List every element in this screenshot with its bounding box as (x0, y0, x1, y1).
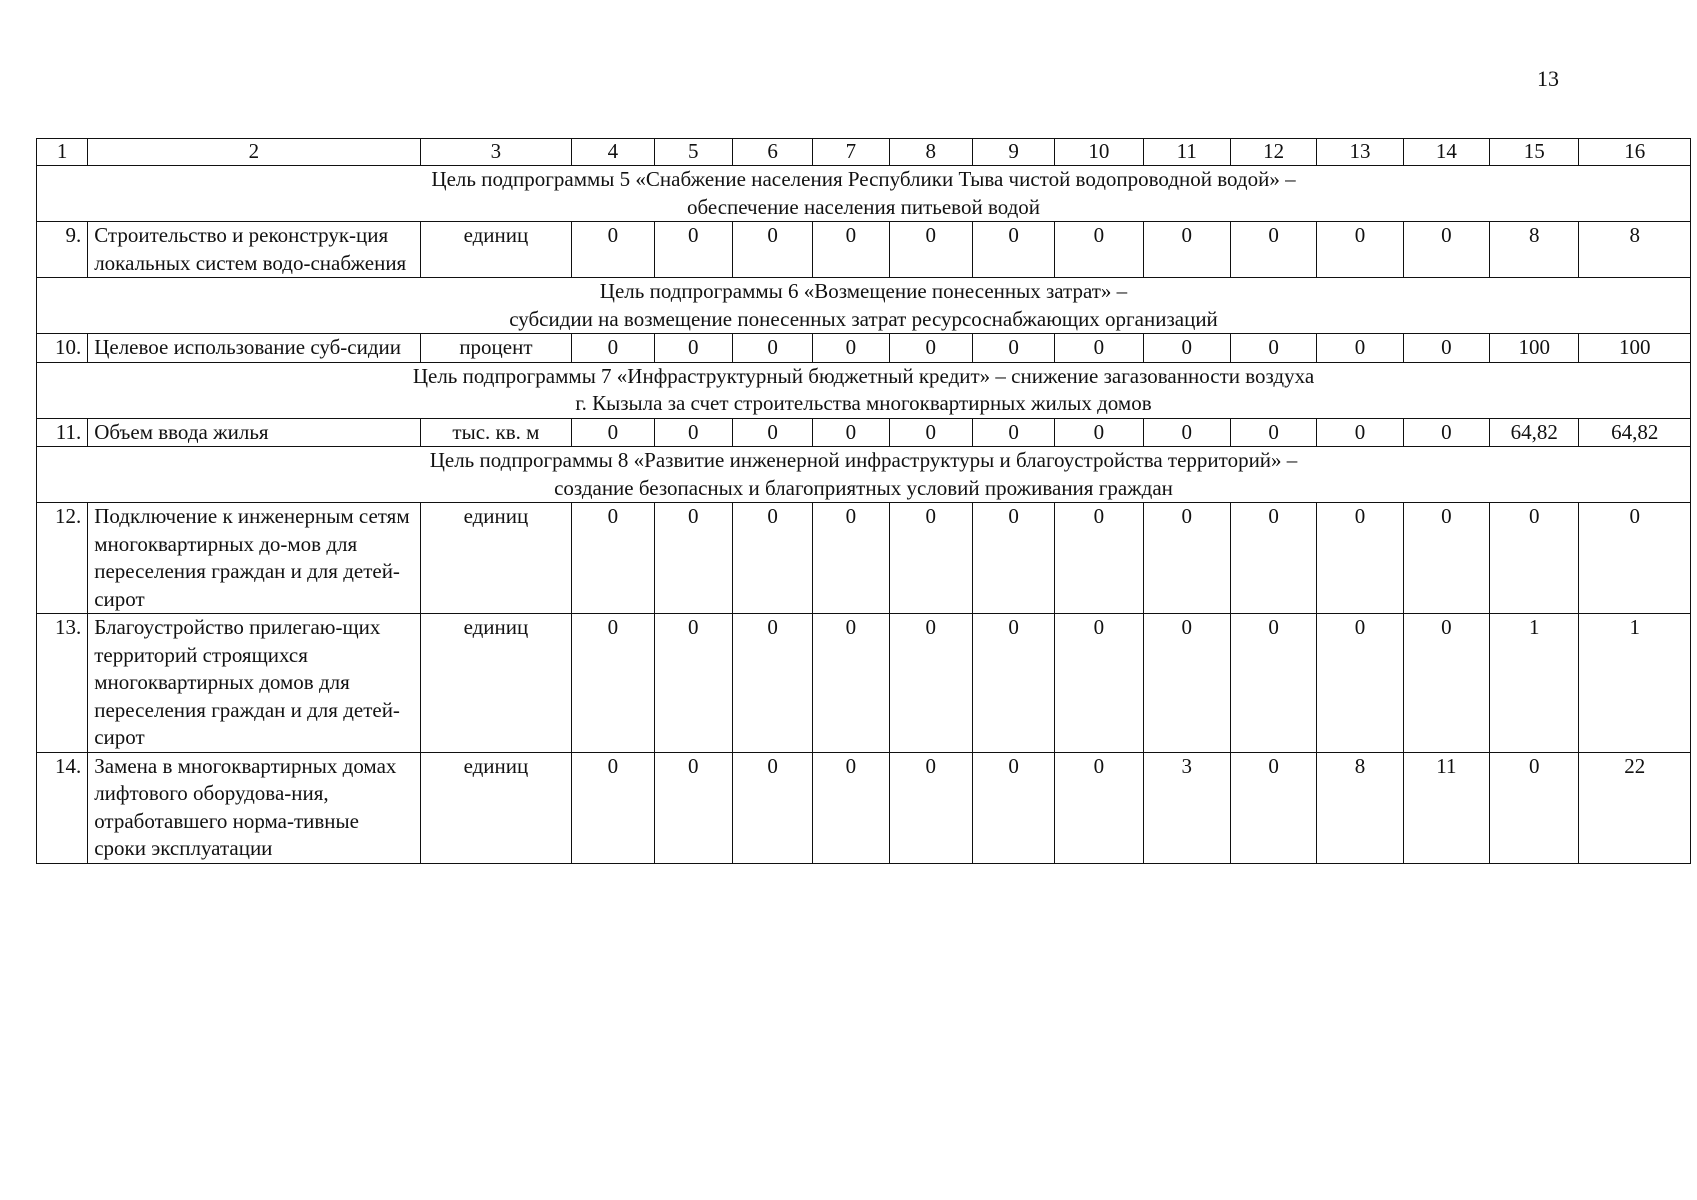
unit-cell: единиц (420, 503, 572, 614)
value-cell: 0 (1403, 503, 1489, 614)
value-cell: 0 (972, 334, 1054, 363)
row-number-cell: 13. (37, 614, 88, 753)
value-cell: 0 (1143, 503, 1230, 614)
value-cell: 0 (732, 418, 812, 447)
value-cell: 0 (1055, 334, 1143, 363)
value-cell: 0 (1490, 503, 1579, 614)
value-cell: 0 (572, 752, 654, 863)
unit-cell: единиц (420, 752, 572, 863)
value-cell: 0 (654, 334, 732, 363)
value-cell: 0 (972, 614, 1054, 753)
column-number-cell: 7 (813, 139, 889, 166)
column-number-cell: 2 (88, 139, 420, 166)
goal-text-line1: Цель подпрограммы 6 «Возмещение понесенных затрат» – (599, 279, 1128, 303)
value-cell: 0 (732, 503, 812, 614)
value-cell: 0 (1143, 614, 1230, 753)
value-cell: 0 (972, 418, 1054, 447)
value-cell: 0 (1055, 503, 1143, 614)
value-cell: 100 (1490, 334, 1579, 363)
row-number-cell: 12. (37, 503, 88, 614)
column-number-row (37, 139, 1691, 166)
value-cell: 22 (1579, 752, 1691, 863)
value-cell: 0 (1230, 418, 1316, 447)
value-cell: 0 (654, 222, 732, 278)
value-cell: 0 (889, 752, 972, 863)
goal-row (37, 166, 1691, 222)
goal-text-line1: Цель подпрограммы 5 «Снабжение населения Республики Тыва чистой водопроводной водой» – (431, 167, 1296, 191)
value-cell: 0 (1317, 614, 1403, 753)
value-cell: 0 (572, 418, 654, 447)
goal-row (37, 447, 1691, 503)
value-cell: 0 (1230, 614, 1316, 753)
column-number-cell: 13 (1317, 139, 1403, 166)
goal-row (37, 362, 1691, 418)
indicator-name-cell: Целевое использование суб-сидии (88, 334, 420, 363)
column-number-cell: 5 (654, 139, 732, 166)
value-cell: 0 (1317, 222, 1403, 278)
goal-cell (37, 447, 1691, 503)
table-row (37, 334, 1691, 363)
value-cell: 8 (1579, 222, 1691, 278)
goal-cell (37, 362, 1691, 418)
column-number-cell: 6 (732, 139, 812, 166)
value-cell: 0 (813, 222, 889, 278)
column-number-cell: 9 (972, 139, 1054, 166)
goal-cell (37, 166, 1691, 222)
table-row (37, 222, 1691, 278)
goal-row (37, 278, 1691, 334)
value-cell: 0 (1403, 222, 1489, 278)
value-cell: 0 (654, 752, 732, 863)
table-row (37, 614, 1691, 753)
goal-text-line1: Цель подпрограммы 7 «Инфраструктурный бюджетный кредит» – снижение загазованности воздуха (412, 363, 1315, 388)
indicator-name-cell: Строительство и реконструк-ция локальных систем водо-снабжения (88, 222, 420, 278)
column-number-cell: 12 (1230, 139, 1316, 166)
value-cell: 0 (654, 503, 732, 614)
column-number-cell: 8 (889, 139, 972, 166)
table-row (37, 503, 1691, 614)
value-cell: 0 (732, 222, 812, 278)
value-cell: 8 (1490, 222, 1579, 278)
value-cell: 0 (813, 503, 889, 614)
value-cell: 100 (1579, 334, 1691, 363)
value-cell: 0 (813, 614, 889, 753)
value-cell: 1 (1490, 614, 1579, 753)
goal-text-line2: обеспечение населения питьевой водой (686, 194, 1041, 219)
indicator-name-cell: Подключение к инженерным сетям многоквартирных до-мов для переселения граждан и для детей-сирот (88, 503, 420, 614)
value-cell: 0 (572, 222, 654, 278)
table-row (37, 418, 1691, 447)
value-cell: 0 (1403, 614, 1489, 753)
value-cell: 0 (813, 334, 889, 363)
column-number-cell: 16 (1579, 139, 1691, 166)
value-cell: 0 (1230, 503, 1316, 614)
value-cell: 0 (972, 752, 1054, 863)
value-cell: 0 (1055, 418, 1143, 447)
value-cell: 0 (1490, 752, 1579, 863)
value-cell: 0 (1143, 222, 1230, 278)
value-cell: 0 (1143, 334, 1230, 363)
value-cell: 0 (732, 752, 812, 863)
indicator-name-cell: Благоустройство прилегаю-щих территорий строящихся многоквартирных домов для переселения граждан и для детей-сирот (88, 614, 420, 753)
value-cell: 0 (1317, 334, 1403, 363)
value-cell: 0 (1055, 222, 1143, 278)
value-cell: 0 (972, 222, 1054, 278)
value-cell: 11 (1403, 752, 1489, 863)
value-cell: 0 (572, 503, 654, 614)
goal-text-line2: субсидии на возмещение понесенных затрат ресурсоснабжающих организаций (509, 306, 1218, 331)
value-cell: 0 (1230, 752, 1316, 863)
value-cell: 64,82 (1490, 418, 1579, 447)
value-cell: 0 (654, 614, 732, 753)
table-row (37, 752, 1691, 863)
value-cell: 0 (1579, 503, 1691, 614)
value-cell: 0 (889, 503, 972, 614)
indicator-name-cell: Объем ввода жилья (88, 418, 420, 447)
value-cell: 0 (972, 503, 1054, 614)
indicator-name-cell: Замена в многоквартирных домах лифтового оборудова-ния, отработавшего норма-тивные сроки эксплуатации (88, 752, 420, 863)
value-cell: 0 (732, 334, 812, 363)
row-number-cell: 10. (37, 334, 88, 363)
value-cell: 1 (1579, 614, 1691, 753)
value-cell: 0 (889, 222, 972, 278)
row-number-cell: 14. (37, 752, 88, 863)
value-cell: 0 (813, 418, 889, 447)
value-cell: 0 (1317, 418, 1403, 447)
unit-cell: процент (420, 334, 572, 363)
column-number-cell: 1 (37, 139, 88, 166)
value-cell: 0 (654, 418, 732, 447)
column-number-cell: 14 (1403, 139, 1489, 166)
value-cell: 0 (1317, 503, 1403, 614)
indicators-table (36, 138, 1691, 864)
value-cell: 64,82 (1579, 418, 1691, 447)
value-cell: 0 (572, 614, 654, 753)
unit-cell: тыс. кв. м (420, 418, 572, 447)
value-cell: 0 (1403, 418, 1489, 447)
column-number-cell: 3 (420, 139, 572, 166)
value-cell: 0 (1055, 614, 1143, 753)
value-cell: 0 (1143, 418, 1230, 447)
value-cell: 0 (1055, 752, 1143, 863)
column-number-cell: 11 (1143, 139, 1230, 166)
value-cell: 0 (1230, 222, 1316, 278)
page-number: 13 (1537, 66, 1559, 91)
unit-cell: единиц (420, 614, 572, 753)
value-cell: 0 (889, 334, 972, 363)
column-number-cell: 4 (572, 139, 654, 166)
goal-text-line2: создание безопасных и благоприятных условий проживания граждан (554, 475, 1173, 500)
goal-text-line1: Цель подпрограммы 8 «Развитие инженерной инфраструктуры и благоустройства территорий» – (429, 448, 1298, 472)
value-cell: 3 (1143, 752, 1230, 863)
goal-cell (37, 278, 1691, 334)
unit-cell: единиц (420, 222, 572, 278)
column-number-cell: 10 (1055, 139, 1143, 166)
value-cell: 0 (572, 334, 654, 363)
value-cell: 0 (889, 418, 972, 447)
row-number-cell: 11. (37, 418, 88, 447)
value-cell: 8 (1317, 752, 1403, 863)
value-cell: 0 (1403, 334, 1489, 363)
value-cell: 0 (1230, 334, 1316, 363)
row-number-cell: 9. (37, 222, 88, 278)
column-number-cell: 15 (1490, 139, 1579, 166)
value-cell: 0 (889, 614, 972, 753)
value-cell: 0 (732, 614, 812, 753)
value-cell: 0 (813, 752, 889, 863)
goal-text-line2: г. Кызыла за счет строительства многоквартирных жилых домов (575, 391, 1152, 415)
